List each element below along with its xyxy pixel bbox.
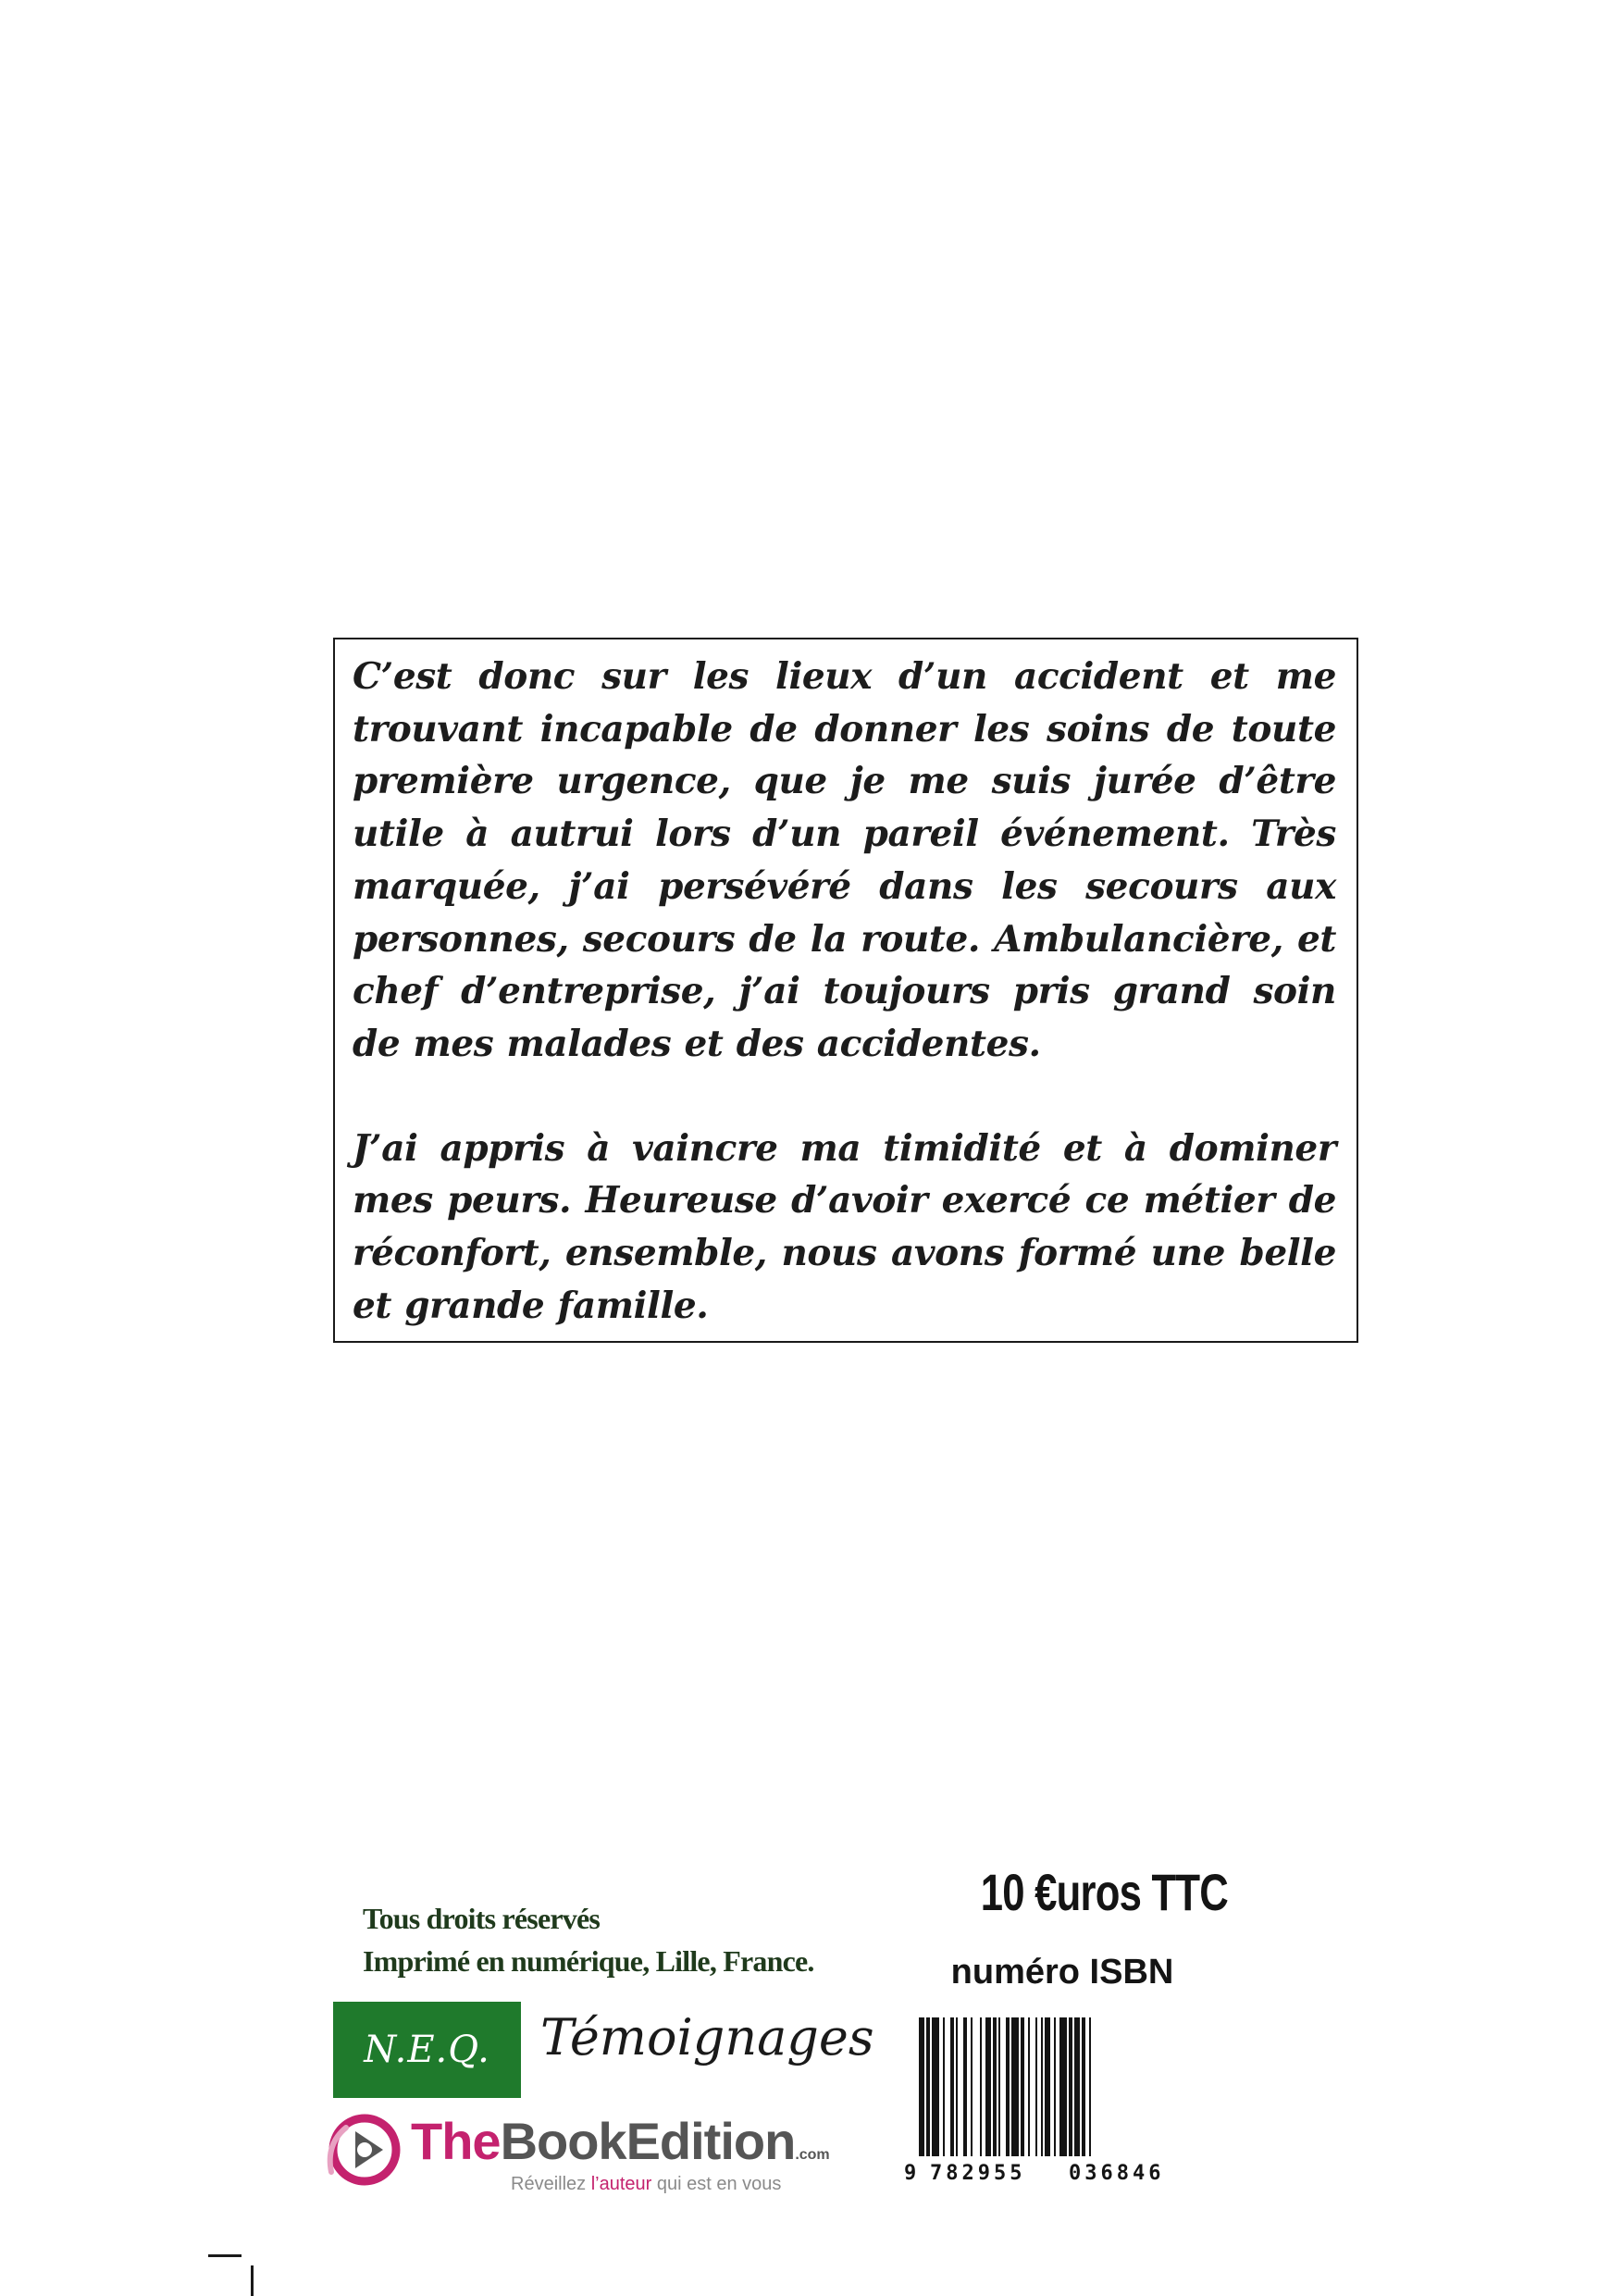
barcode-bar [1089, 2017, 1091, 2156]
barcode-bar [956, 2017, 958, 2156]
barcode-first-digit: 9 [904, 2162, 917, 2184]
neq-logo-badge [333, 2002, 521, 2098]
barcode-bar [1035, 2017, 1037, 2156]
barcode-bars [919, 2017, 1091, 2156]
isbn-barcode [902, 2017, 1208, 2184]
tagline-after: qui est en vous [651, 2174, 782, 2194]
rights-line-2: Imprimé en numérique, Lille, France. [363, 1944, 814, 1978]
isbn-label: numéro ISBN [950, 1953, 1174, 1992]
back-cover-blurb-box [333, 638, 1358, 1343]
rights-line-1: Tous droits réservés [363, 1902, 601, 1935]
thebookedition-swirl-icon [318, 2107, 403, 2192]
barcode-bar [1011, 2017, 1019, 2156]
barcode-bar [1028, 2017, 1030, 2156]
barcode-bar [1082, 2017, 1085, 2156]
barcode-bar [1069, 2017, 1072, 2156]
barcode-bar [1006, 2017, 1010, 2156]
neq-badge-text: N.E.Q. [364, 2029, 490, 2071]
publisher-name-suffix: .com [795, 2147, 830, 2163]
barcode-bar [926, 2017, 930, 2156]
publisher-name-bookedition: BookEdition [500, 2112, 796, 2170]
publisher-tagline [511, 2174, 781, 2195]
publisher-logo [318, 2105, 892, 2198]
barcode-bar [1021, 2017, 1024, 2156]
tagline-before: Réveillez [511, 2174, 591, 2194]
barcode-bar [980, 2017, 982, 2156]
collection-name: Témoignages [540, 2008, 874, 2066]
barcode-bar [1074, 2017, 1080, 2156]
barcode-bar [943, 2017, 945, 2156]
barcode-bar [932, 2017, 939, 2156]
barcode-bar [993, 2017, 997, 2156]
tagline-accent: l’auteur [590, 2174, 652, 2194]
crop-mark-vertical [251, 2265, 254, 2296]
barcode-bar [971, 2017, 973, 2156]
barcode-bar [1059, 2017, 1067, 2156]
barcode-bar [985, 2017, 991, 2156]
barcode-bar [1045, 2017, 1050, 2156]
barcode-group-2: 036846 [1069, 2162, 1165, 2184]
barcode-bar [998, 2017, 1000, 2156]
crop-mark-horizontal [208, 2254, 242, 2257]
barcode-group-1: 782955 [930, 2162, 1026, 2184]
publisher-name [411, 2111, 830, 2171]
barcode-bar [963, 2017, 967, 2156]
blurb-paragraph-1: C’est donc sur les lieux d’un accident et me trouvant incapable de donner les soins de toute première urgence, que je me suis jurée d’être utile à autrui lors d’un pareil événement. Très marquée, j’ai persévéré dans les secours aux personnes, secours de la route. Ambulancière, et chef d’entreprise, j’ai toujours pris grand soin de mes malades et des accidentes. [353, 655, 1336, 1065]
blurb-paragraph-2: J’ai appris à vaincre ma timidité et à dominer mes peurs. Heureuse d’avoir exercé ce métier de réconfort, ensemble, nous avons formé une belle et grande famille. [353, 1126, 1336, 1327]
barcode-bar [1054, 2017, 1056, 2156]
publisher-name-the: The [411, 2112, 501, 2170]
barcode-bar [1041, 2017, 1043, 2156]
barcode-bar [919, 2017, 924, 2156]
barcode-bar [950, 2017, 954, 2156]
price-label: 10 €uros TTC [980, 1863, 1229, 1921]
rights-notice [363, 1897, 814, 1982]
